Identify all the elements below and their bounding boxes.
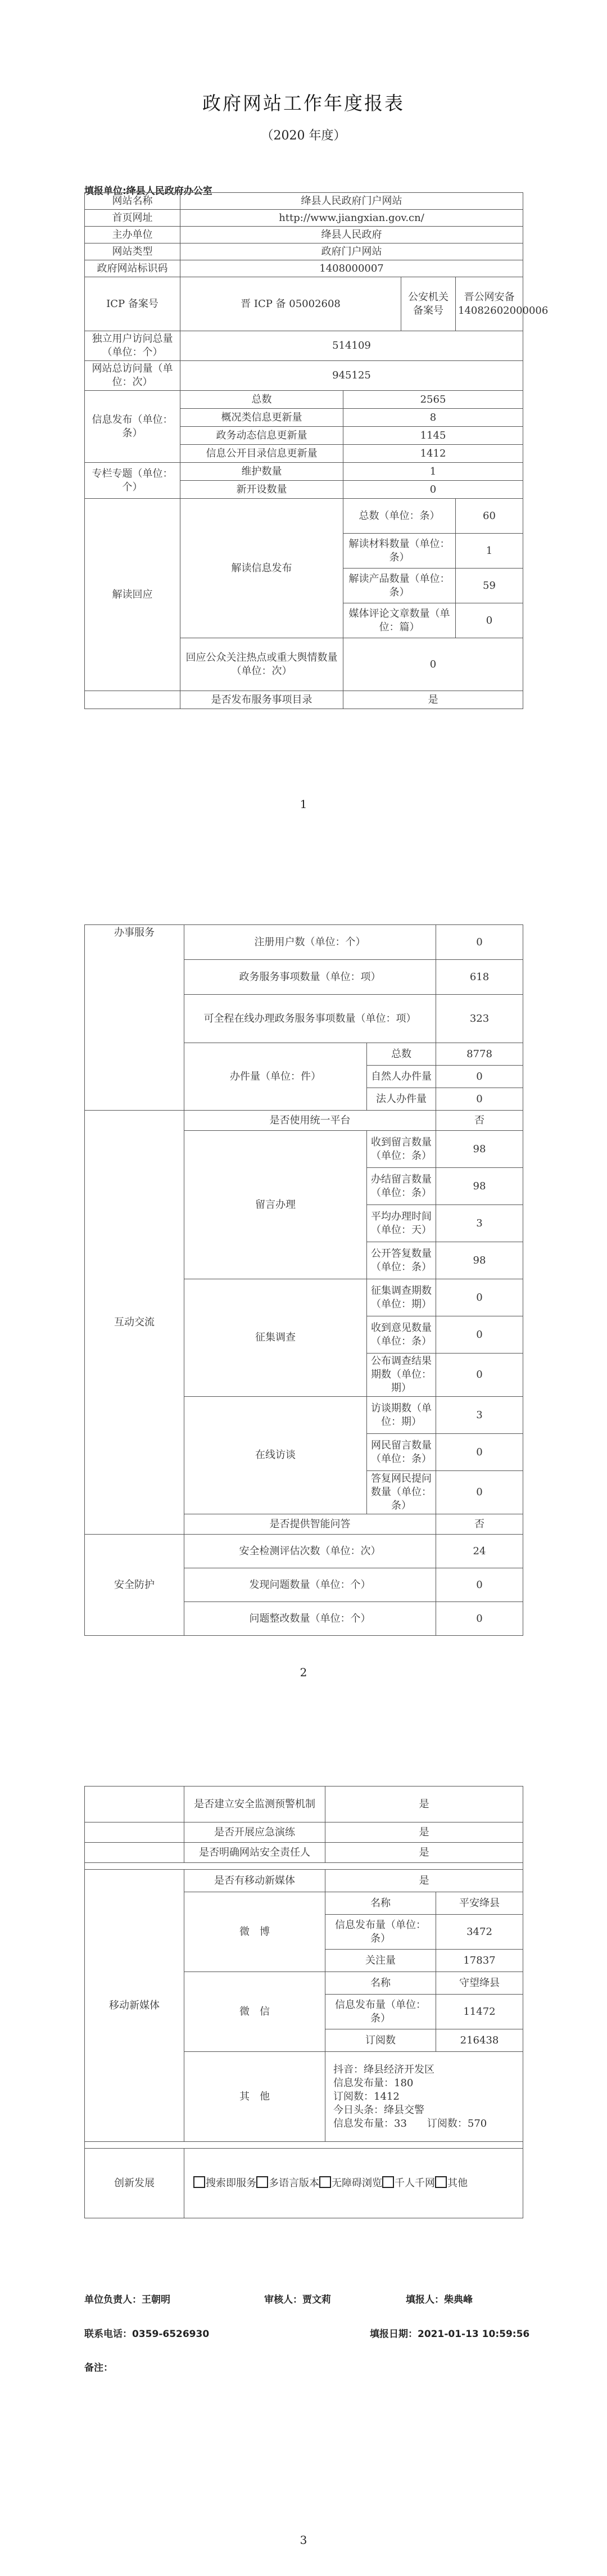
table-row: 公开答复数量（单位：条） 98: [85, 1242, 523, 1279]
table-row: 回应公众关注热点或重大舆情数量（单位：次） 0: [85, 638, 523, 691]
table-row: 网民留言数量（单位：条） 0: [85, 1434, 523, 1471]
icp-value: 晋 ICP 备 05002608: [180, 277, 401, 331]
checkbox-icon[interactable]: [256, 2176, 268, 2188]
table-row: [85, 1863, 523, 1870]
contact-phone: 联系电话：0359-6526930: [84, 2329, 210, 2340]
page-title: 政府网站工作年度报表: [202, 92, 405, 114]
table-row: 信息发布量（单位：条） 3472: [85, 1915, 523, 1950]
table-row: 答复网民提问数量（单位：条） 0: [85, 1471, 523, 1514]
page-number-1: 1: [300, 797, 307, 811]
table-row: 政务动态信息更新量 1145: [85, 427, 523, 445]
table-row: 信息公开目录信息更新量 1412: [85, 445, 523, 463]
table-row: 微 信 名称 守望绛县: [85, 1972, 523, 1995]
table-row: 办结留言数量（单位：条） 98: [85, 1168, 523, 1205]
fill-date: 填报日期：2021-01-13 10:59:56: [370, 2329, 530, 2340]
table-row: 解读产品数量（单位：条） 59: [85, 569, 523, 603]
table-row: 是否明确网站安全责任人 是: [85, 1843, 523, 1863]
police-record-value: 晋公网安备 14082602000006: [456, 277, 523, 331]
table-row: 网站总访问量（单位：次） 945125: [85, 361, 523, 391]
table-row: 安全防护 安全检测评估次数（单位：次） 24: [85, 1535, 523, 1568]
table-row: 自然人办件量 0: [85, 1066, 523, 1088]
table-row: 政务服务事项数量（单位：项） 618: [85, 960, 523, 995]
table-row: 是否发布服务事项目录 是: [85, 691, 523, 709]
checkbox-icon[interactable]: [382, 2176, 394, 2188]
site-id-value: 1408000007: [180, 260, 523, 277]
table-row: 留言办理 收到留言数量（单位：条） 98: [85, 1131, 523, 1168]
table-row: ICP 备案号 晋 ICP 备 05002608 公安机关备案号 晋公网安备 14082602000006: [85, 277, 523, 331]
table-row: 办件量（单位：件） 总数 8778: [85, 1043, 523, 1066]
table-row: 创新发展 搜索即服务 多语言版本 无障碍浏览 千人千网 其他: [85, 2149, 523, 2218]
checkbox-icon[interactable]: [193, 2176, 205, 2188]
table-page-1: [84, 192, 549, 709]
table-row: 解读回应 解读信息发布 总数（单位：条） 60: [85, 499, 523, 534]
table-row: 法人办件量 0: [85, 1088, 523, 1111]
table-row: 问题整改数量（单位：个） 0: [85, 1602, 523, 1636]
table-row: 是否提供智能问答 否: [85, 1514, 523, 1535]
checkbox-icon[interactable]: [319, 2176, 331, 2188]
reporting-unit: 填报单位:绛县人民政府办公室: [84, 186, 212, 197]
table-row: 订阅数 216438: [85, 2029, 523, 2052]
table-row: 信息发布（单位：条） 总数 2565: [85, 391, 523, 409]
table-row: 首页网址 http://www.jiangxian.gov.cn/: [85, 210, 523, 227]
table-row: 是否建立安全监测预警机制 是: [85, 1786, 523, 1822]
table-row: 其 他 抖音：绛县经济开发区 信息发布量：180 订阅数：1412 今日头条：绛县交警 信息发布量：33 订阅数：570: [85, 2052, 523, 2142]
checkbox-icon[interactable]: [435, 2176, 447, 2188]
table-row: 解读材料数量（单位：条） 1: [85, 534, 523, 569]
table-row: 主办单位 绛县人民政府: [85, 227, 523, 243]
innovation-option-multilang[interactable]: 多语言版本: [256, 2177, 319, 2189]
table-row: 公布调查结果期数（单位：期） 0: [85, 1354, 523, 1397]
home-url-link[interactable]: http://www.jiangxian.gov.cn/: [180, 210, 523, 227]
table-row: [85, 2142, 523, 2149]
other-media-cell: 抖音：绛县经济开发区 信息发布量：180 订阅数：1412 今日头条：绛县交警 信息发布量：33 订阅数：570: [325, 2052, 523, 2142]
table-row: 概况类信息更新量 8: [85, 409, 523, 427]
table-row: 政府网站标识码 1408000007: [85, 260, 523, 277]
table-row: 媒体评论文章数量（单位：篇） 0: [85, 603, 523, 638]
table-row: 网站类型 政府门户网站: [85, 243, 523, 260]
table-row: 关注量 17837: [85, 1950, 523, 1972]
innovation-options: [184, 2149, 523, 2218]
reviewer: 审核人：贾文莉: [264, 2294, 331, 2306]
innovation-option-search[interactable]: 搜索即服务: [193, 2177, 256, 2189]
remarks: 备注：: [84, 2362, 113, 2374]
table-row: 是否开展应急演练 是: [85, 1822, 523, 1843]
page-number-3: 3: [300, 2533, 307, 2547]
table-row: 平均办理时间（单位：天） 3: [85, 1205, 523, 1242]
table-row: 专栏专题（单位：个） 维护数量 1: [85, 463, 523, 481]
filler: 填报人：柴典峰: [406, 2294, 473, 2306]
table-page-2: [84, 924, 523, 1636]
table-row: 移动新媒体 是否有移动新媒体 是: [85, 1870, 523, 1892]
report-year: （2020 年度）: [261, 129, 346, 143]
table-row: 网站名称 绛县人民政府门户网站: [85, 193, 523, 210]
table-page-3: [84, 1786, 523, 2218]
table-row: 信息发布量（单位：条） 11472: [85, 1995, 523, 2029]
table-row: 在线访谈 访谈期数（单位：期） 3: [85, 1397, 523, 1434]
site-name-value: 绛县人民政府门户网站: [180, 193, 523, 210]
table-row: 新开设数量 0: [85, 481, 523, 499]
innovation-option-other[interactable]: 其他: [435, 2177, 468, 2189]
innovation-option-personalized[interactable]: 千人千网: [382, 2177, 435, 2189]
table-row: 发现问题数量（单位：个） 0: [85, 1568, 523, 1602]
table-row: 征集调查 征集调查期数（单位：期） 0: [85, 1279, 523, 1316]
table-row: 收到意见数量（单位：条） 0: [85, 1316, 523, 1354]
table-row: 可全程在线办理政务服务事项数量（单位：项） 323: [85, 995, 523, 1043]
table-row: 微 博 名称 平安绛县: [85, 1892, 523, 1915]
table-row: 独立用户访问总量（单位：个） 514109: [85, 331, 523, 361]
page-number-2: 2: [300, 1666, 307, 1679]
table-row: 互动交流 是否使用统一平台 否: [85, 1111, 523, 1131]
innovation-option-accessible[interactable]: 无障碍浏览: [319, 2177, 382, 2189]
table-row: 办事服务 注册用户数（单位：个） 0: [85, 925, 523, 960]
unit-leader: 单位负责人：王朝明: [84, 2294, 170, 2306]
